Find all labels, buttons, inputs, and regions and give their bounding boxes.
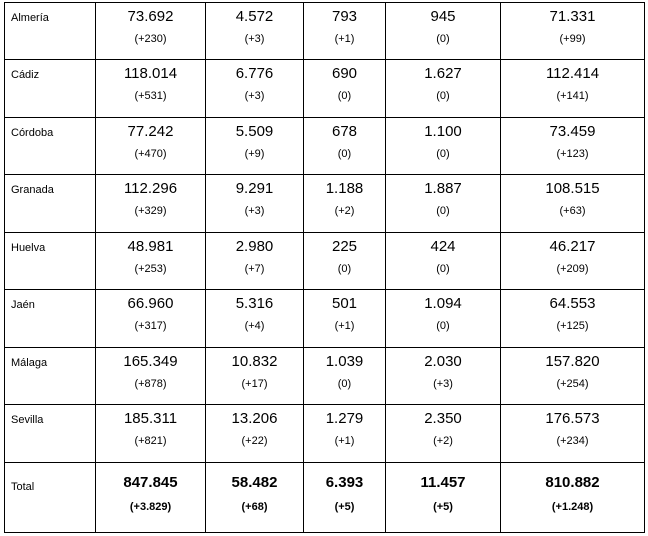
- cell-value: 1.039: [325, 353, 364, 370]
- province-name: Almería: [5, 3, 96, 60]
- cell-change: (0): [436, 33, 450, 45]
- table-row: [5, 348, 645, 405]
- cell-value: 2.030: [424, 353, 462, 370]
- table-cell: [501, 348, 645, 405]
- total-value: 810.882: [545, 474, 600, 491]
- cell-change: (+317): [134, 320, 167, 332]
- table-cell: [386, 175, 501, 233]
- table-cell: [96, 233, 206, 290]
- cell-value: 112.296: [123, 180, 178, 197]
- cell-change: (+230): [134, 33, 167, 45]
- cell-value: 13.206: [231, 410, 278, 427]
- cell-change: (+125): [556, 320, 589, 332]
- province-name: Cádiz: [5, 60, 96, 118]
- table-cell: [386, 60, 501, 118]
- table-cell: [386, 3, 501, 60]
- table-cell: [206, 290, 304, 348]
- cell-change: (+234): [556, 435, 589, 447]
- cell-change: (0): [436, 263, 450, 275]
- cell-change: (0): [337, 148, 352, 160]
- table-cell: [304, 348, 386, 405]
- cell-value: 108.515: [545, 180, 600, 197]
- cell-value: 5.509: [235, 123, 274, 140]
- cell-change: (+3): [244, 90, 265, 102]
- cell-change: (+209): [556, 263, 589, 275]
- cell-value: 9.291: [235, 180, 274, 197]
- table-cell: [206, 3, 304, 60]
- cell-value: 4.572: [235, 8, 274, 25]
- cell-value: 185.311: [123, 410, 178, 427]
- total-row: [5, 463, 645, 533]
- cell-change: (+4): [244, 320, 265, 332]
- table-cell: [304, 405, 386, 463]
- table-cell: [206, 348, 304, 405]
- cell-change: (+99): [559, 33, 586, 45]
- cell-change: (+3): [433, 378, 453, 390]
- total-value: 847.845: [123, 474, 178, 491]
- total-value: 11.457: [420, 474, 466, 491]
- table-cell: [501, 405, 645, 463]
- province-name: Jaén: [5, 290, 96, 348]
- cell-change: (+878): [134, 378, 167, 390]
- cell-value: 73.692: [127, 8, 174, 25]
- cell-value: 1.887: [424, 180, 462, 197]
- cell-value: 793: [331, 8, 358, 25]
- table-body: [5, 3, 645, 533]
- table-cell: [96, 405, 206, 463]
- table-row: [5, 118, 645, 175]
- cell-change: (+470): [134, 148, 167, 160]
- total-cell: [96, 463, 206, 533]
- province-name: Málaga: [5, 348, 96, 405]
- cell-value: 112.414: [545, 65, 600, 82]
- table-cell: [96, 175, 206, 233]
- total-cell: [206, 463, 304, 533]
- cell-change: (0): [337, 263, 352, 275]
- table-cell: [501, 60, 645, 118]
- cell-change: (+17): [241, 378, 268, 390]
- table-cell: [96, 290, 206, 348]
- cell-value: 678: [331, 123, 358, 140]
- cell-change: (+2): [433, 435, 453, 447]
- cell-change: (+1): [334, 33, 355, 45]
- cell-change: (+22): [241, 435, 268, 447]
- table-row: [5, 3, 645, 60]
- table-cell: [206, 233, 304, 290]
- table-cell: [501, 233, 645, 290]
- total-change: (+5): [433, 501, 453, 513]
- cell-value: 66.960: [127, 295, 174, 312]
- table-row: [5, 60, 645, 118]
- province-name: Huelva: [5, 233, 96, 290]
- total-value: 58.482: [231, 474, 278, 491]
- cell-value: 690: [331, 65, 358, 82]
- cell-value: 71.331: [549, 8, 596, 25]
- cell-value: 2.980: [235, 238, 274, 255]
- total-label: Total: [5, 463, 96, 533]
- cell-value: 5.316: [235, 295, 274, 312]
- total-cell: [386, 463, 501, 533]
- cell-change: (+1): [334, 435, 355, 447]
- cell-value: 1.279: [325, 410, 364, 427]
- total-change: (+3.829): [129, 501, 172, 513]
- cell-value: 157.820: [545, 353, 600, 370]
- cell-value: 48.981: [127, 238, 174, 255]
- table-cell: [96, 60, 206, 118]
- cell-value: 424: [430, 238, 456, 255]
- total-change: (+5): [334, 501, 355, 513]
- cell-change: (0): [436, 90, 450, 102]
- cell-value: 10.832: [231, 353, 278, 370]
- table-cell: [501, 290, 645, 348]
- total-cell: [501, 463, 645, 533]
- province-name: Granada: [5, 175, 96, 233]
- cell-change: (0): [436, 205, 450, 217]
- cell-change: (+3): [244, 205, 265, 217]
- cell-value: 73.459: [549, 123, 596, 140]
- cell-change: (+253): [134, 263, 167, 275]
- province-name: Córdoba: [5, 118, 96, 175]
- table-cell: [501, 3, 645, 60]
- province-name: Sevilla: [5, 405, 96, 463]
- province-data-table: [4, 2, 645, 533]
- total-cell: [304, 463, 386, 533]
- table-cell: [386, 405, 501, 463]
- table-row: [5, 233, 645, 290]
- table-cell: [386, 233, 501, 290]
- table-cell: [386, 290, 501, 348]
- cell-value: 1.627: [424, 65, 462, 82]
- cell-value: 501: [331, 295, 358, 312]
- cell-value: 225: [331, 238, 358, 255]
- cell-change: (+329): [134, 205, 167, 217]
- table-cell: [304, 3, 386, 60]
- cell-value: 1.094: [424, 295, 462, 312]
- table-row: [5, 175, 645, 233]
- table-cell: [501, 118, 645, 175]
- table-cell: [206, 60, 304, 118]
- cell-value: 1.188: [325, 180, 364, 197]
- cell-value: 945: [430, 8, 456, 25]
- cell-change: (+141): [556, 90, 589, 102]
- table-cell: [304, 233, 386, 290]
- table-row: [5, 405, 645, 463]
- table-cell: [386, 348, 501, 405]
- cell-value: 46.217: [549, 238, 596, 255]
- cell-change: (+531): [134, 90, 167, 102]
- cell-change: (0): [436, 148, 450, 160]
- table-cell: [304, 290, 386, 348]
- cell-change: (+2): [334, 205, 355, 217]
- table-cell: [96, 348, 206, 405]
- cell-change: (+254): [556, 378, 589, 390]
- table-cell: [96, 3, 206, 60]
- table-row: [5, 290, 645, 348]
- table-cell: [304, 60, 386, 118]
- table-cell: [206, 118, 304, 175]
- cell-value: 77.242: [127, 123, 174, 140]
- cell-change: (0): [337, 378, 352, 390]
- cell-value: 2.350: [424, 410, 462, 427]
- cell-change: (+9): [244, 148, 265, 160]
- table-cell: [386, 118, 501, 175]
- table-cell: [206, 405, 304, 463]
- cell-value: 118.014: [123, 65, 178, 82]
- cell-change: (+1): [334, 320, 355, 332]
- cell-value: 64.553: [549, 295, 596, 312]
- cell-change: (0): [436, 320, 450, 332]
- total-change: (+68): [241, 501, 268, 513]
- total-value: 6.393: [325, 474, 364, 491]
- cell-change: (+123): [556, 148, 589, 160]
- cell-change: (0): [337, 90, 352, 102]
- cell-change: (+3): [244, 33, 265, 45]
- table-cell: [501, 175, 645, 233]
- table-cell: [304, 118, 386, 175]
- cell-change: (+821): [134, 435, 167, 447]
- table-cell: [206, 175, 304, 233]
- total-change: (+1.248): [551, 501, 594, 513]
- cell-value: 165.349: [123, 353, 178, 370]
- cell-value: 1.100: [424, 123, 462, 140]
- cell-value: 176.573: [545, 410, 600, 427]
- table-cell: [304, 175, 386, 233]
- cell-change: (+7): [244, 263, 265, 275]
- cell-value: 6.776: [235, 65, 274, 82]
- table-cell: [96, 118, 206, 175]
- cell-change: (+63): [559, 205, 586, 217]
